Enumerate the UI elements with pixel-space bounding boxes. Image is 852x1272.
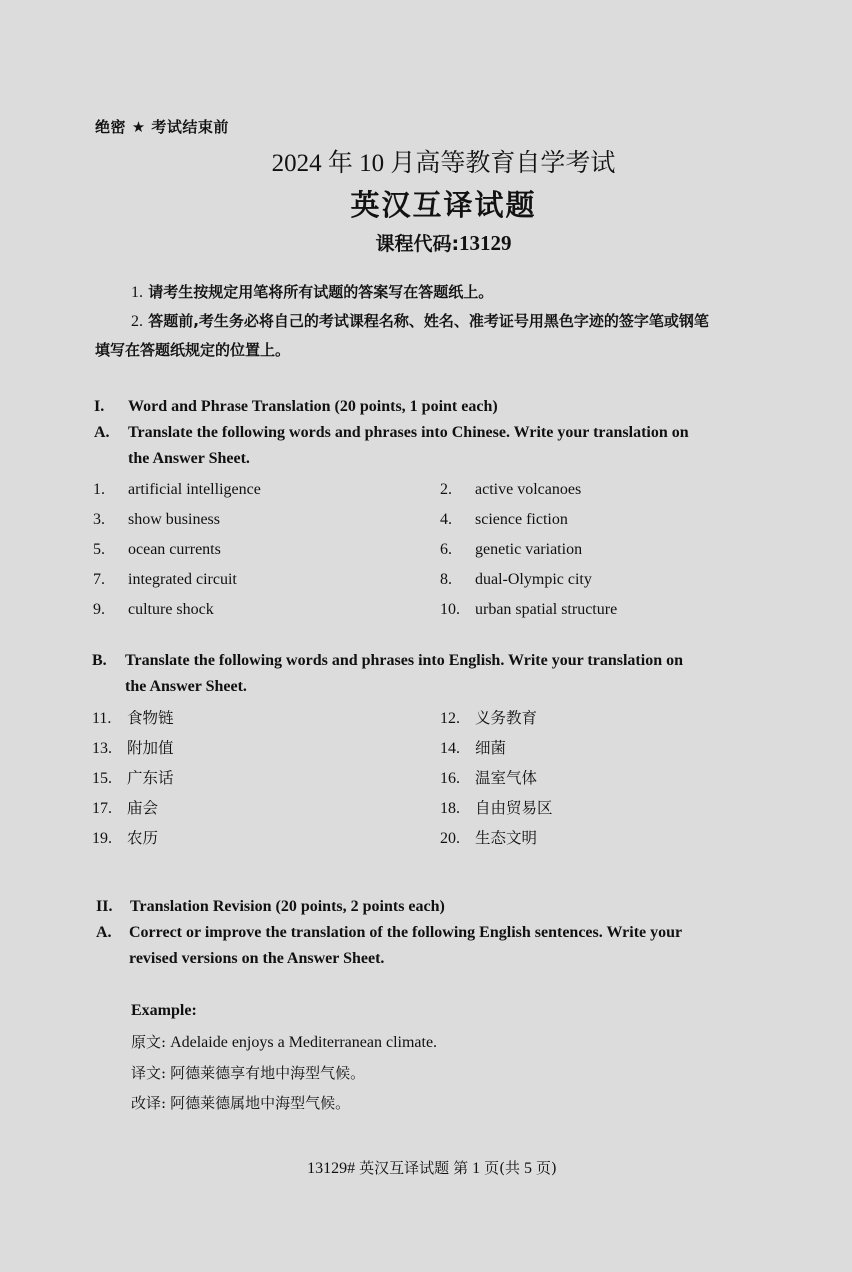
list-item [92,708,174,729]
part-b-line-2: the Answer Sheet. [125,678,247,695]
item-text: 广东话 [127,769,174,787]
list-item [93,510,220,530]
footer-code: 13129# [307,1160,356,1177]
list-item [92,768,174,789]
footer-page-suffix: 页(共 [484,1159,521,1177]
item-number: 1. [93,481,105,498]
item-number: 6. [440,541,452,558]
example-original [131,1032,437,1053]
item-text: 附加值 [127,739,174,757]
part-b-line-1: Translate the following words and phrases into English. Write your translation on [125,652,683,669]
footer-page-prefix: 第 [453,1159,469,1177]
item-number: 10. [440,601,460,618]
list-item [440,480,581,500]
item-text: ocean currents [128,541,221,558]
example-label: Example: [131,1002,197,1019]
instruction-number: 1. [131,284,143,301]
item-number: 8. [440,571,452,588]
section-2-heading [96,897,445,917]
item-text: urban spatial structure [475,601,618,618]
part-a-mark: A. [96,924,112,941]
list-item [440,828,537,849]
example-revised [131,1093,350,1114]
list-item [440,540,582,560]
item-number: 3. [93,511,105,528]
part-a-line-2: revised versions on the Answer Sheet. [129,950,385,967]
section-1a-instruction [94,420,794,472]
item-text: science fiction [475,511,568,528]
item-number: 7. [93,571,105,588]
footer-page-number: 1 [472,1160,481,1177]
item-number: 15. [92,770,112,787]
list-item [440,768,537,789]
list-item [440,738,506,759]
part-b-mark: B. [92,652,107,669]
item-text: 生态文明 [475,829,538,847]
page-footer [0,1157,852,1178]
original-label: 原文: [131,1033,167,1051]
list-item [440,708,537,729]
item-text: 食物链 [127,709,174,727]
item-number: 14. [440,740,460,757]
item-text: genetic variation [475,541,583,558]
item-text: culture shock [128,601,214,618]
item-number: 20. [440,830,460,847]
footer-total-suffix: 页) [536,1159,557,1177]
section-1-title: Word and Phrase Translation (20 points, 1 point each) [128,398,498,415]
instruction-text: 答题前,考生务必将自己的考试课程名称、姓名、准考证号用黑色字迹的签字笔或钢笔 [148,312,709,330]
section-1-heading [94,397,498,417]
item-number: 18. [440,800,460,817]
item-number: 19. [92,830,112,847]
example-translation [131,1063,365,1084]
item-text: 温室气体 [475,769,538,787]
list-item [92,798,158,819]
item-text: 细菌 [475,739,507,757]
list-item [93,480,261,500]
item-text: active volcanoes [475,481,582,498]
item-text: integrated circuit [128,571,237,588]
part-a-line-2: the Answer Sheet. [128,450,250,467]
list-item [92,828,158,849]
part-a-line-1: Translate the following words and phrases into Chinese. Write your translation on [128,424,689,441]
part-a-mark: A. [94,424,110,441]
instruction-text: 请考生按规定用笔将所有试题的答案写在答题纸上。 [148,283,494,301]
paper-title: 英汉互译试题 [350,188,537,222]
confidential-label: 绝密 ★ 考试结束前 [95,118,229,136]
instruction-1 [131,282,493,303]
translation-label: 译文: [131,1064,167,1082]
list-item [93,570,237,590]
item-number: 9. [93,601,105,618]
item-text: 自由贸易区 [475,799,553,817]
course-code [0,229,852,256]
translation-text: 阿德莱德享有地中海型气候。 [170,1064,366,1082]
instruction-2-continuation: 填写在答题纸规定的位置上。 [95,341,291,359]
section-2a-instruction [96,920,796,972]
list-item [440,510,568,530]
item-text: dual-Olympic city [475,571,592,588]
list-item [92,738,174,759]
exam-title: 2024 年 10 月高等教育自学考试 [271,150,616,177]
footer-title: 英汉互译试题 [359,1159,450,1177]
item-text: 农历 [127,829,159,847]
part-a-line-1: Correct or improve the translation of the following English sentences. Write your [129,924,683,941]
item-number: 2. [440,481,452,498]
item-number: 17. [92,800,112,817]
footer-total-pages: 5 [524,1160,533,1177]
original-text: Adelaide enjoys a Mediterranean climate. [170,1034,438,1051]
revised-label: 改译: [131,1094,167,1112]
section-2-mark: II. [96,898,113,915]
item-text: show business [128,511,221,528]
item-text: artificial intelligence [128,481,261,498]
section-2-title: Translation Revision (20 points, 2 points each) [130,898,445,915]
section-1b-instruction [92,648,792,700]
list-item [440,570,592,590]
item-number: 5. [93,541,105,558]
list-item [93,540,221,560]
course-code-label: 课程代码: [375,233,460,255]
instruction-2 [131,311,709,332]
course-code-value: 13129 [459,231,512,255]
section-1-mark: I. [94,398,105,415]
item-number: 13. [92,740,112,757]
item-number: 4. [440,511,452,528]
item-number: 12. [440,710,460,727]
item-number: 16. [440,770,460,787]
list-item [440,600,617,620]
list-item [440,798,553,819]
revised-text: 阿德莱德属地中海型气候。 [170,1094,351,1112]
item-text: 义务教育 [475,709,538,727]
item-number: 11. [92,710,112,727]
instruction-number: 2. [131,313,143,330]
item-text: 庙会 [127,799,159,817]
list-item [93,600,214,620]
